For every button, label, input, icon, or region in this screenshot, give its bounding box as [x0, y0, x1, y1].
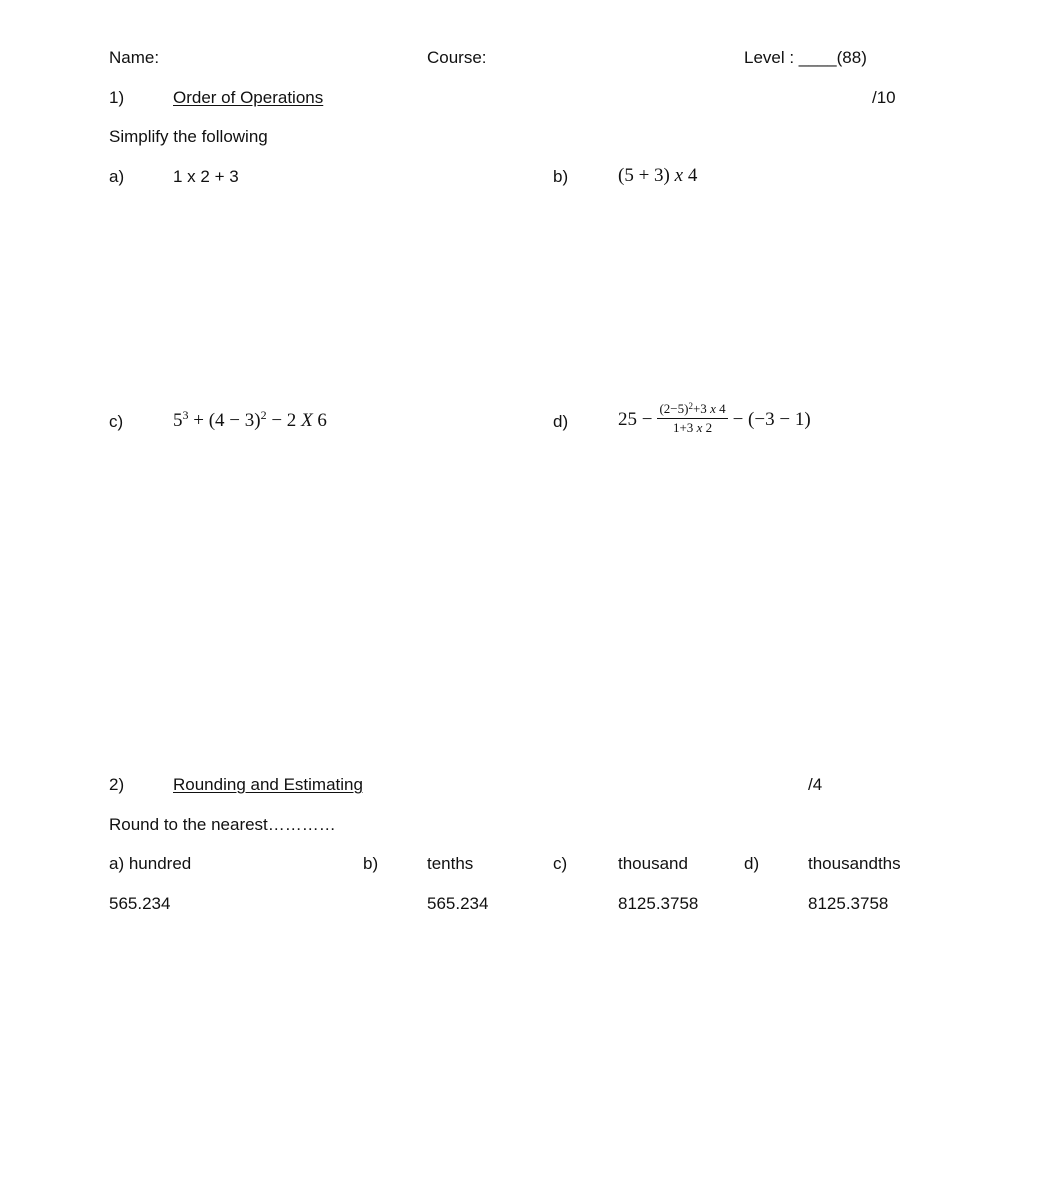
- round-c-label: c): [553, 854, 568, 873]
- item-a-expression: 1 x 2 + 3: [173, 167, 239, 186]
- round-d-place: thousandths: [808, 854, 901, 873]
- round-a-label: a) hundred: [109, 854, 192, 873]
- round-a-value: 565.234: [109, 894, 171, 913]
- item-d-fraction: $\frac{(2-5)^2+3 x 4}{1+3 x 2}$: [659, 401, 726, 436]
- level-label: Level : ____(88): [744, 48, 867, 67]
- item-b-expression: (5 + 3) x 4: [618, 165, 698, 186]
- section1-score: /10: [872, 88, 896, 107]
- section1-title: Order of Operations: [173, 88, 324, 107]
- round-c-value: 8125.3758: [618, 894, 699, 913]
- round-d-value: 8125.3758: [808, 894, 889, 913]
- section2-number: 2): [109, 775, 125, 794]
- round-b-label: b): [363, 854, 379, 873]
- section1-instruction: Simplify the following: [109, 127, 268, 146]
- item-b-label: b): [553, 167, 569, 186]
- course-label: Course:: [427, 48, 487, 67]
- item-c-label: c): [109, 412, 124, 431]
- item-c-expression: $5^3 + (4 - 3)^2 - 2$ X 6: [173, 408, 327, 431]
- section1-number: 1): [109, 88, 125, 107]
- section2-score: /4: [808, 775, 823, 794]
- round-d-label: d): [744, 854, 760, 873]
- section2-title: Rounding and Estimating: [173, 775, 363, 794]
- round-c-place: thousand: [618, 854, 688, 873]
- round-b-value: 565.234: [427, 894, 489, 913]
- name-label: Name:: [109, 48, 160, 67]
- item-a-label: a): [109, 167, 125, 186]
- section2-instruction: Round to the nearest…………: [109, 815, 336, 834]
- item-d-label: d): [553, 412, 569, 431]
- item-d-expression: 25 − $\frac{(2-5)^2+3 x 4}{1+3 x 2}$ − (−3 − 1): [618, 401, 811, 436]
- round-b-place: tenths: [427, 854, 474, 873]
